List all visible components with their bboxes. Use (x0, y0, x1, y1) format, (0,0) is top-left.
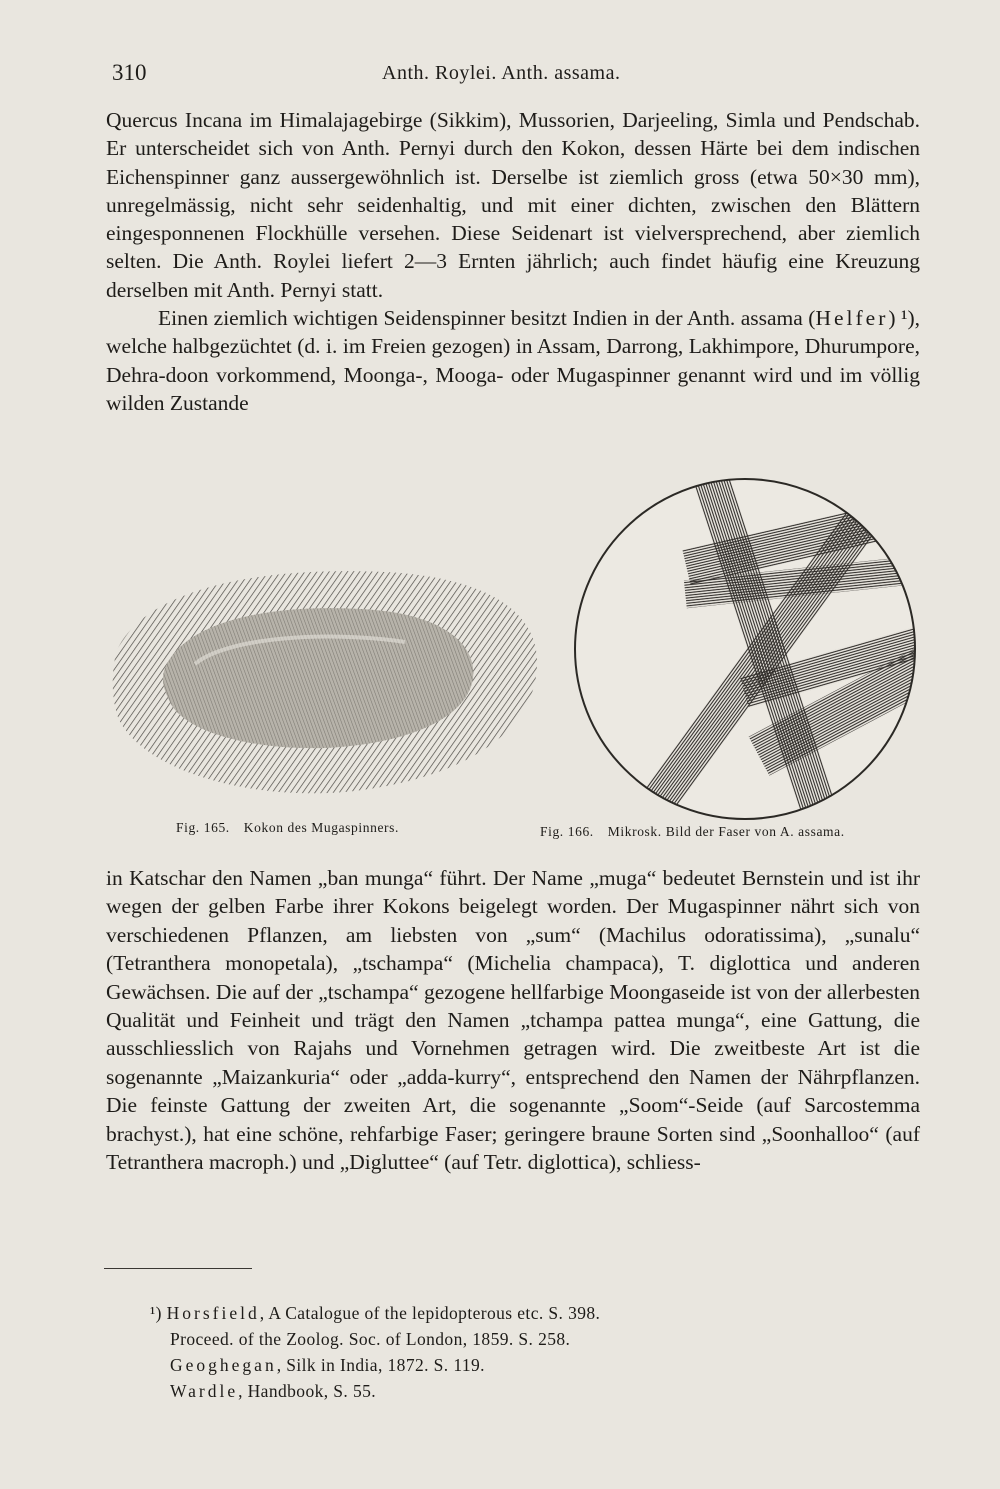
figure-165-text: Kokon des Mugaspinners. (243, 820, 399, 835)
fiber-micrograph (572, 476, 918, 822)
figure-166-caption (540, 824, 845, 840)
footnote-text: , Silk in India, 1872. S. 119. (276, 1355, 485, 1375)
paragraph-munga: in Katschar den Namen „ban munga“ führt. Der Name „muga“ bedeutet Bernstein und ist ihr wegen der gelben Farbe ihrer Kokons beigelegt worden. Der Mugaspinner nährt sich von verschiedenen Pflanzen, am liebsten von „sum“ (Machilus odoratissima), „sunalu“ (Tetranthera monopetala), „tschampa“ (Michelia champaca), T. diglottica und anderen Gewächsen. Die auf der „tschampa“ gezogene hellfarbige Moongaseide ist von der allerbesten Qualität und Feinheit und trägt den Namen „tchampa pattea munga“, eine Gattung, die ausschliesslich von Rajahs und Vornehmen getragen wird. Die zweitbeste Art ist die sogenannte „Maizankuria“ oder „adda-kurry“, entsprechend den Namen der Nährpflanzen. Die feinste Gattung der zweiten Art, die sogenannte „Soom“-Seide (auf Sarcostemma brachyst.), hat eine schöne, rehfarbige Faser; geringere braune Sorten sind „Soonhalloo“ (auf Tetranthera macroph.) und „Digluttee“ (auf Tetr. diglottica), schliess- (106, 866, 920, 1175)
paragraph-assama-start: Einen ziemlich wichtigen Seidenspinner besitzt Indien in der Anth. assama ( (158, 306, 816, 331)
paragraph-assama-rest: ) ¹), welche halbgezüchtet (d. i. im Freien gezogen) in Assam, Darrong, Lakhimpore, Dhurumpore, Dehra-doon vorkommend, Moonga-, Mooga- oder Mugaspinner genannt wird und im völlig wilden Zustande (106, 306, 921, 415)
paragraph-roylei: Quercus Incana im Himalajagebirge (Sikkim), Mussorien, Darjeeling, Simla und Pendschab. Er unterscheidet sich von Anth. Pernyi durch den Kokon, dessen Härte bei dem indischen Eichenspinner ganz aussergewöhnlich ist. Derselbe ist ziemlich gross (etwa 50×30 mm), unregelmässig, nicht sehr seidenhaltig, und mit einer dichten, zwischen den Blättern eingesponnenen Flockhülle versehen. Diese Seidenart ist vielversprechend, aber ziemlich selten. Die Anth. Roylei liefert 2—3 Ernten jährlich; auch findet häufig eine Kreuzung derselben mit Anth. Pernyi statt. (106, 108, 920, 302)
footnote-line (150, 1300, 600, 1326)
footnote-text: Proceed. of the Zoolog. Soc. of London, 1859. S. 258. (170, 1329, 571, 1349)
page-header (112, 60, 920, 92)
footnote-divider (104, 1268, 252, 1269)
footnote-author: Horsfield (166, 1303, 260, 1323)
footnote-line (150, 1378, 600, 1404)
text-block-bottom (106, 864, 920, 1176)
footnotes (150, 1300, 600, 1404)
figure-166-number: Fig. 166. (540, 824, 594, 839)
author-helfer: Helfer (815, 306, 889, 331)
figure-166-text: Mikrosk. Bild der Faser von A. assama. (607, 824, 845, 839)
footnote-author: Geoghegan (170, 1355, 277, 1375)
footnote-author: Wardle (170, 1381, 239, 1401)
paragraph-assama (106, 304, 920, 417)
footnote-line (150, 1352, 600, 1378)
footnote-text: , Handbook, S. 55. (238, 1381, 377, 1401)
footnote-text: , A Catalogue of the lepidopterous etc. S. 398. (259, 1303, 601, 1323)
figure-165-caption (176, 820, 399, 836)
footnote-marker: ¹) (150, 1303, 162, 1323)
text-block-top (106, 106, 920, 417)
footnote-line (150, 1326, 600, 1352)
running-head: Anth. Roylei. Anth. assama. (382, 62, 621, 84)
cocoon-illustration (105, 560, 545, 810)
page-number: 310 (112, 60, 147, 85)
figure-165-number: Fig. 165. (176, 820, 230, 835)
